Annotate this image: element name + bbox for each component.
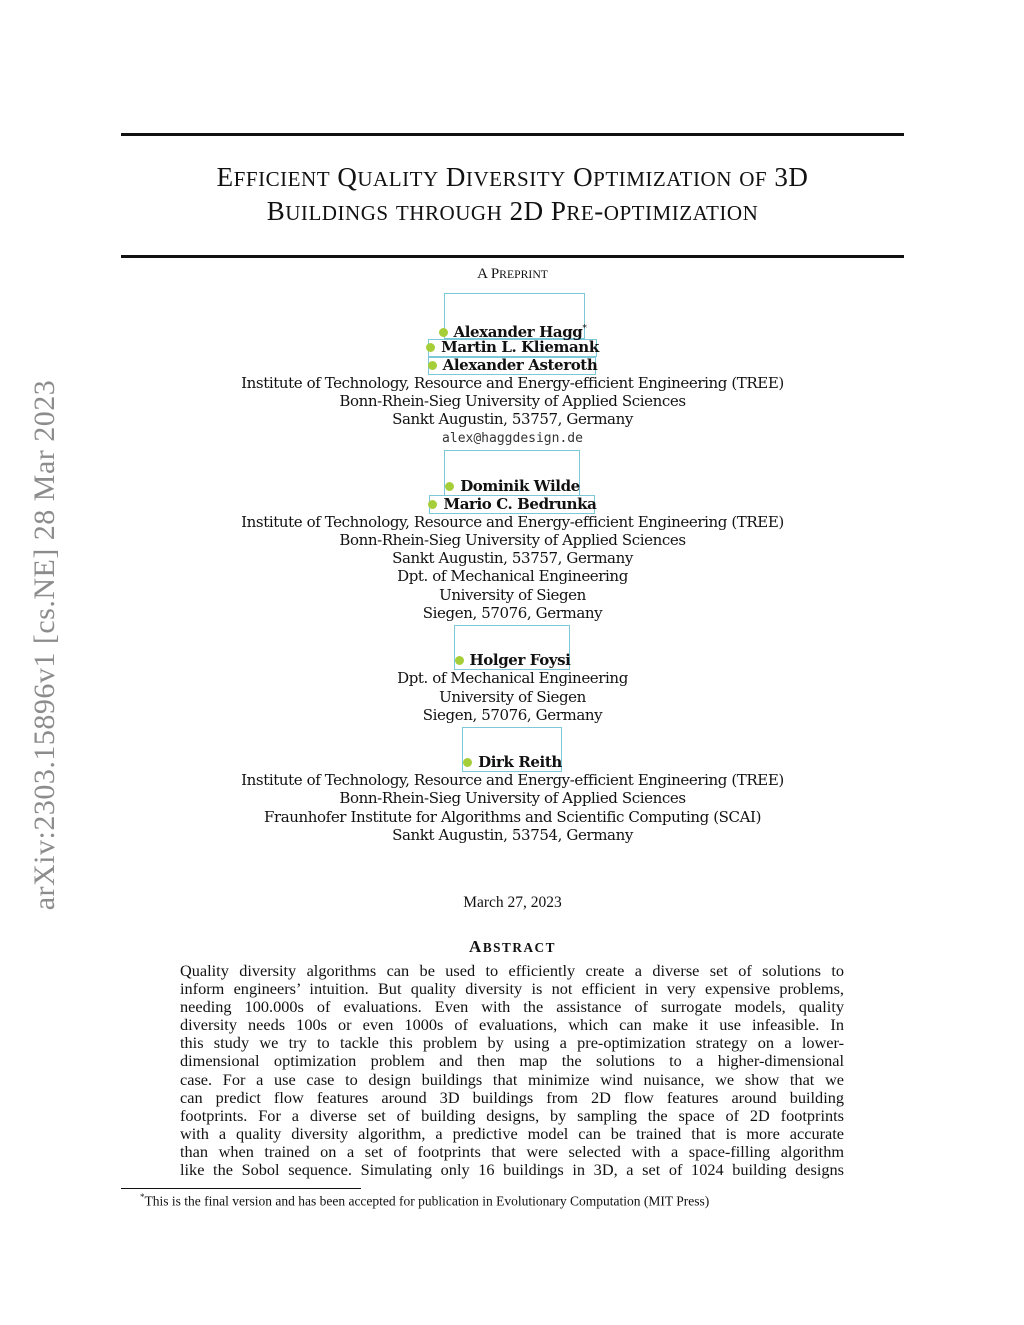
footnote-text: This is the final version and has been accepted for publication in Evolutionary Computation (MIT Press): [144, 1193, 710, 1209]
footnote: [140, 1192, 900, 1210]
author-name[interactable]: [121, 753, 904, 771]
footnote-mark: *: [140, 1192, 145, 1202]
abstract-line: diversity needs 100s or even 1000s of evaluations, which can make it use infeasible. In: [180, 1015, 844, 1034]
author-name-text: Dirk Reith: [478, 753, 562, 771]
affiliation-line: Bonn-Rhein-Sieg University of Applied Sciences: [339, 531, 686, 549]
abstract-line: needing 100.000s of evaluations. Even with the assistance of surrogate models, quality: [180, 997, 844, 1016]
author-name[interactable]: [121, 495, 904, 513]
affiliation-line: Sankt Augustin, 53754, Germany: [392, 826, 633, 844]
orcid-icon[interactable]: [426, 343, 435, 352]
affiliation-line: Sankt Augustin, 53757, Germany: [392, 549, 633, 567]
affiliation-line: Bonn-Rhein-Sieg University of Applied Sciences: [339, 789, 686, 807]
author-name-text: Holger Foysi: [469, 651, 571, 669]
abstract-line: with a quality diversity algorithm, a predictive model can be trained that is more accurate: [180, 1124, 844, 1143]
author-name-text: Alexander Asteroth: [442, 356, 598, 374]
abstract-line: like the Sobol sequence. Simulating only 16 buildings in 3D, a set of 1024 building designs: [180, 1160, 844, 1179]
title-rule-top: [121, 133, 904, 136]
affiliation-line: Sankt Augustin, 53757, Germany: [392, 410, 633, 428]
affiliation-line: University of Siegen: [439, 688, 586, 706]
arxiv-identifier: arXiv:2303.15896v1 [cs.NE] 28 Mar 2023: [28, 379, 61, 911]
author-name-text: Alexander Hagg: [453, 323, 583, 341]
orcid-icon[interactable]: [463, 758, 472, 767]
abstract-line: than when trained on a set of footprints that were selected with a space-filling algorithm: [180, 1142, 844, 1161]
affiliation-line: Dpt. of Mechanical Engineering: [397, 669, 628, 687]
author-name-text: Dominik Wilde: [460, 477, 580, 495]
abstract-line: inform engineers’ intuition. But quality diversity is not efficient in very expensive problems,: [180, 979, 844, 998]
abstract-line: footprints. For a diverse set of building designs, by sampling the space of 2D footprints: [180, 1106, 844, 1125]
paper-title-line-1: EFFICIENT QUALITY DIVERSITY OPTIMIZATION OF 3D: [216, 162, 809, 192]
author-name[interactable]: [121, 356, 904, 374]
affiliation-line: Institute of Technology, Resource and Energy-efficient Engineering (TREE): [241, 771, 784, 789]
author-name[interactable]: [121, 651, 904, 669]
abstract-line: dimensional optimization problem and then map the solutions to a higher-dimensional: [180, 1051, 844, 1070]
title-rule-bottom: [121, 255, 904, 258]
affiliation-line: Institute of Technology, Resource and Energy-efficient Engineering (TREE): [241, 513, 784, 531]
affiliation-line: Bonn-Rhein-Sieg University of Applied Sciences: [339, 392, 686, 410]
orcid-icon[interactable]: [445, 482, 454, 491]
orcid-icon[interactable]: [428, 500, 437, 509]
abstract-line: this study we try to tackle this problem by using a pre-optimization strategy on a lower-: [180, 1033, 844, 1052]
author-name[interactable]: [121, 338, 904, 356]
author-name-text: Martin L. Kliemank: [441, 338, 599, 356]
affiliation-line: Dpt. of Mechanical Engineering: [397, 567, 628, 585]
author-email[interactable]: alex@haggdesign.de: [442, 431, 583, 446]
orcid-icon[interactable]: [455, 656, 464, 665]
publication-date: March 27, 2023: [463, 894, 562, 911]
abstract-line: can predict flow features around 3D buildings from 2D flow features around building: [180, 1088, 844, 1107]
abstract-line: Quality diversity algorithms can be used to efficiently create a diverse set of solutions to: [180, 961, 844, 980]
author-name-text: Mario C. Bedrunka: [443, 495, 597, 513]
affiliation-line: University of Siegen: [439, 586, 586, 604]
preprint-label: A PREPRINT: [477, 266, 548, 282]
orcid-icon[interactable]: [428, 361, 437, 370]
abstract-heading: ABSTRACT: [469, 937, 556, 956]
abstract-line: case. For a use case to design buildings that minimize wind nuisance, we show that we: [180, 1070, 844, 1089]
affiliation-line: Institute of Technology, Resource and Energy-efficient Engineering (TREE): [241, 374, 784, 392]
author-name[interactable]: [121, 477, 904, 495]
paper-title-line-2: BUILDINGS THROUGH 2D PRE-OPTIMIZATION: [266, 196, 759, 226]
footnote-rule: [121, 1188, 361, 1189]
footnote-mark[interactable]: *: [582, 324, 587, 334]
affiliation-line: Fraunhofer Institute for Algorithms and Scientific Computing (SCAI): [263, 808, 762, 826]
affiliation-line: Siegen, 57076, Germany: [422, 706, 603, 724]
affiliation-line: Siegen, 57076, Germany: [422, 604, 603, 622]
orcid-icon[interactable]: [439, 328, 448, 337]
